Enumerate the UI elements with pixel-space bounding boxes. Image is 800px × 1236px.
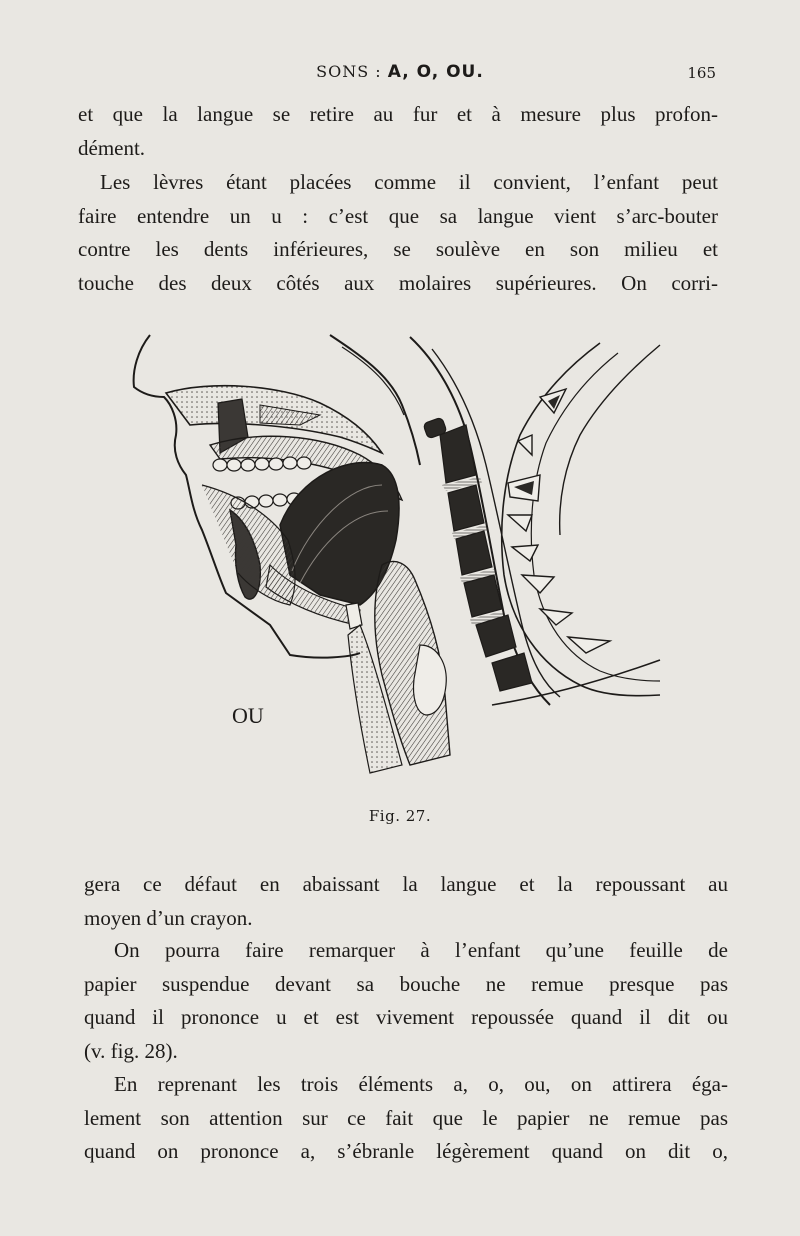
paragraph-5 — [84, 1068, 728, 1169]
paragraph-1 — [78, 98, 718, 165]
page-number: 165 — [687, 64, 716, 82]
text-line: papier suspendue devant sa bouche ne remue presque pas — [84, 971, 728, 996]
spinal-cord-and-neck — [492, 343, 660, 705]
paragraph-4 — [84, 934, 728, 1068]
text-line: faire entendre un u : c’est que sa langue vient s’arc-bouter — [78, 203, 718, 228]
figure-caption: Fig. 27. — [368, 807, 432, 825]
text-line: lement son attention sur ce fait que le papier ne remue pas — [84, 1105, 728, 1130]
text-line: moyen d’un crayon. — [84, 905, 253, 930]
text-line: contre les dents inférieures, se soulève en son milieu et — [78, 237, 718, 261]
paragraph-3 — [84, 868, 728, 935]
text-line: gera ce défaut en abaissant la langue et la repoussant au — [84, 872, 728, 896]
text-line: dément. — [78, 135, 146, 160]
text-line: Les lèvres étant placées comme il convient, l’enfant peut — [100, 170, 718, 194]
text-line: quand on prononce a, s’ébranle légèrement quand on dit o, — [84, 1139, 728, 1163]
running-title-prefix: SONS : — [316, 62, 388, 81]
text-line: On pourra faire remarquer à l’enfant qu’une feuille de — [114, 938, 728, 962]
running-head — [0, 60, 800, 90]
text-line: En reprenant les trois éléments a, o, ou, on attirera éga- — [114, 1072, 728, 1096]
text-line: quand il prononce u et est vivement repoussée quand il dit ou — [84, 1005, 728, 1029]
paragraph-2 — [78, 166, 718, 300]
text-line: et que la langue se retire au fur et à mesure plus profon- — [78, 102, 718, 126]
running-title — [0, 62, 800, 82]
text-line: (v. fig. 28). — [84, 1038, 178, 1063]
text-line: touche des deux côtés aux molaires supérieures. On corri- — [78, 270, 718, 295]
figure-label: OU — [232, 703, 264, 728]
running-title-main: A, O, OU. — [387, 62, 484, 82]
anatomical-figure — [120, 325, 680, 795]
